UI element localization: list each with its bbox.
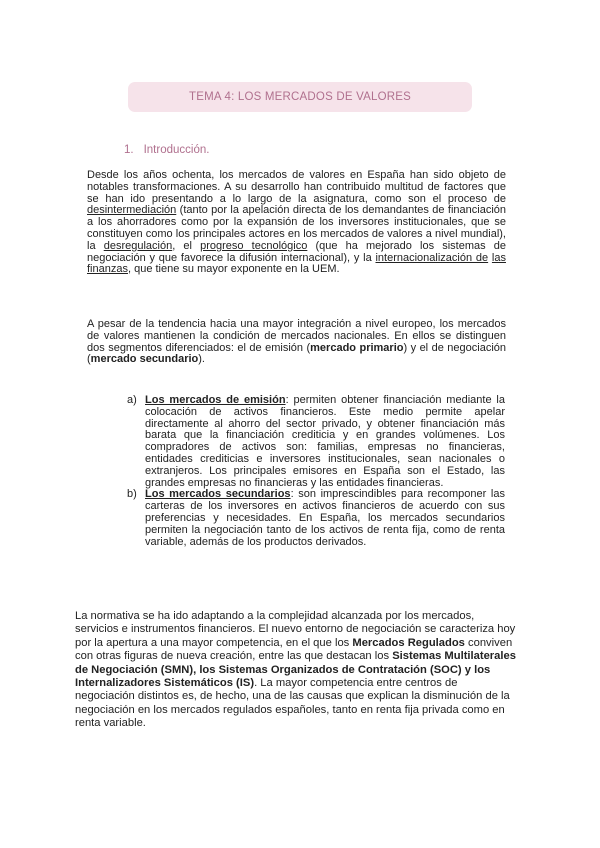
section-heading (124, 144, 209, 156)
title-banner (128, 82, 472, 112)
list-marker: b) (127, 488, 137, 501)
text-run: (tanto por la apelación directa de los demandantes de financiación a los ahorradores como por la expansión de los inversores institucionales, que se constituyen como los principales actores en los mercados de valores a nivel mundial), la (87, 204, 506, 252)
text-run: A pesar de la tendencia hacia una mayor integración a nivel europeo, los mercados de valores mantienen la condición de mercados nacionales. En ellos se distinguen dos segmentos diferenciados: el de emisión ( (87, 318, 506, 354)
bold-term: Mercados Regulados (352, 636, 465, 649)
text-run: ) y el de negociación ( (87, 341, 506, 366)
text-run: . La mayor competencia entre centros de negociación distintos es, de hecho, una de las causas que explican la disminución de la negociación en los mercados regulados españoles, tanto en renta fija privada como en renta variable. (75, 677, 510, 730)
bold-term: mercado secundario (90, 353, 199, 366)
bold-term: mercado primario (310, 341, 404, 354)
text-run: Desde los años ochenta, los mercados de valores en España han sido objeto de notables transformaciones. A su desarrollo han contribuido multitud de factores que se han ido presentando a lo largo de la asignatura, como son el proceso de (87, 169, 506, 205)
underlined-term: las finanzas (87, 251, 506, 276)
text-run: , el (172, 239, 201, 252)
list-term: Los mercados de emisión (145, 394, 286, 406)
underlined-term: desregulación (103, 239, 173, 252)
underlined-term: progreso tecnológico (200, 239, 308, 252)
section-number: 1. (124, 144, 134, 156)
section-label: Introducción. (143, 144, 210, 156)
text-run: conviven con otras figuras de nueva creación, entre las que destacan los (75, 636, 513, 663)
list-text: : son imprescindibles para recomponer las carteras de los inversores en activos financieros de acuerdo con sus preferencias y necesidades. En España, los mercados secundarios permiten la negociación tanto de los activos de renta fija, como de renta variable, además de los productos derivados. (145, 488, 505, 548)
regulation-paragraph (75, 610, 520, 731)
underlined-term: internacionalización de (375, 251, 489, 264)
bold-term: Sistemas Multilaterales de Negociación (SMN), los Sistemas Organizados de Contratación (SOC) y los Internalizadores Sistemáticos (IS) (75, 650, 516, 690)
text-run: (que ha mejorado los sistemas de negociación y que favorece la difusión internacional), y la (87, 239, 507, 264)
intro-paragraph (87, 170, 506, 276)
list-marker: a) (127, 394, 137, 406)
list-term: Los mercados secundarios (145, 488, 291, 501)
segments-paragraph (87, 319, 506, 366)
text-run: ). (198, 353, 205, 366)
markets-list (127, 395, 505, 548)
page-title: TEMA 4: LOS MERCADOS DE VALORES (189, 91, 411, 103)
text-run: La normativa se ha ido adaptando a la complejidad alcanzada por los mercados, servicios e instrumentos financieros. El nuevo entorno de negociación se caracteriza hoy por la apertura a una mayor competencia, en el que los (75, 610, 516, 649)
list-item (127, 395, 505, 489)
list-text: : permiten obtener financiación mediante la colocación de activos financieros. Este medio permite apelar directamente al ahorro del sector privado, y obtener financiación más barata que la financiación crediticia y en grandes volúmenes. Los compradores de activos son: familias, empresas no financieras, entidades crediticias e inversores institucionales, sean nacionales o extranjeros. Los principales emisores en España son el Estado, las grandes empresas no financieras y las entidades financieras. (145, 394, 505, 489)
text-run: , que tiene su mayor exponente en la UEM. (127, 263, 340, 276)
list-item (127, 489, 505, 548)
underlined-term: desintermediación (87, 204, 177, 217)
